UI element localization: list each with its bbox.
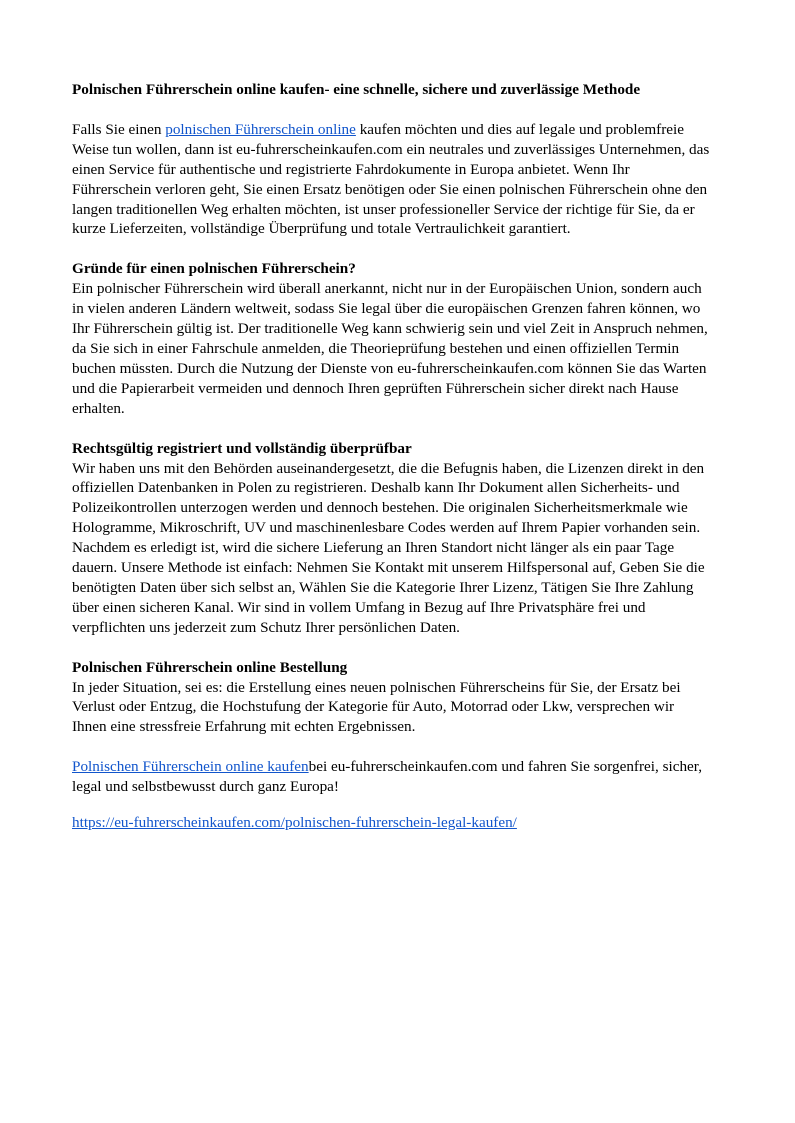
section-reasons <box>72 259 712 418</box>
url-paragraph <box>72 813 712 833</box>
section-body: Wir haben uns mit den Behörden auseinandergesetzt, die die Befugnis haben, die Lizenzen direkt in den offiziellen Datenbanken in Polen zu registrieren. Deshalb kann Ihr Dokument allen Sicherheits- und Polizeikontrollen unterzogen werden und dennoch bestehen. Die originalen Sicherheitsmerkmale wie Hologramme, Mikroschrift, UV und maschinenlesbare Codes werden auf Ihrem Papier vorhanden sein. Nachdem es erledigt ist, wird die sichere Lieferung an Ihren Standort nicht länger als ein paar Tage dauern. Unsere Methode ist einfach: Nehmen Sie Kontakt mit unserem Hilfspersonal auf, Geben Sie die benötigten Daten über sich selbst an, Wählen Sie die Kategorie Ihrer Lizenz, Tätigen Sie Ihre Zahlung über einen sicheren Kanal. Wir sind in vollem Umfang in Bezug auf Ihre Privatsphäre frei und verpflichten uns jederzeit zum Schutz Ihrer persönlichen Daten. <box>72 459 705 636</box>
intro-text-after: kaufen möchten und dies auf legale und problemfreie Weise tun wollen, dann ist eu-fuhrerscheinkaufen.com ein neutrales und zuverlässiges Unternehmen, das einen Service für authentische und registrierte Fahrdokumente in Europa anbietet. Wenn Ihr Führerschein verloren geht, Sie einen Ersatz benötigen oder Sie einen polnischen Führerschein ohne den langen traditionellen Weg erhalten möchten, ist unser professioneller Service der richtige für Sie, da er kurze Lieferzeiten, vollständige Überprüfung und totale Vertraulichkeit garantiert. <box>72 120 710 238</box>
cta-paragraph <box>72 757 712 797</box>
document-page <box>72 80 712 853</box>
section-heading: Gründe für einen polnischen Führerschein? <box>72 260 356 278</box>
intro-paragraph <box>72 120 712 239</box>
section-body: In jeder Situation, sei es: die Erstellung eines neuen polnischen Führerscheins für Sie, der Ersatz bei Verlust oder Entzug, die Hochstufung der Kategorie für Auto, Motorrad oder Lkw, versprechen wir Ihnen eine stressfreie Erfahrung mit echten Ergebnissen. <box>72 678 681 736</box>
source-url-link[interactable]: https://eu-fuhrerscheinkaufen.com/polnischen-fuhrerschein-legal-kaufen/ <box>72 814 517 832</box>
buy-license-link[interactable]: Polnischen Führerschein online kaufen <box>72 758 309 776</box>
cta-text: bei eu-fuhrerscheinkaufen.com und fahren Sie sorgenfrei, sicher, legal und selbstbewusst durch ganz Europa! <box>72 758 703 796</box>
section-registered <box>72 439 712 638</box>
document-title: Polnischen Führerschein online kaufen- eine schnelle, sichere und zuverlässige Methode <box>72 81 641 98</box>
section-heading: Rechtsgültig registriert und vollständig überprüfbar <box>72 439 412 457</box>
section-body: Ein polnischer Führerschein wird überall anerkannt, nicht nur in der Europäischen Union, sondern auch in vielen anderen Ländern weltweit, sodass Sie legal über die europäischen Grenzen fahren können, wo Ihr Führerschein gültig ist. Der traditionelle Weg kann schwierig sein und viel Zeit in Anspruch nehmen, da Sie sich in einer Fahrschule anmelden, die Theorieprüfung bestehen und einen offiziellen Termin buchen müssten. Durch die Nutzung der Dienste von eu-fuhrerscheinkaufen.com können Sie das Warten und die Papierarbeit vermeiden und dennoch Ihren geprüften Führerschein sicher direkt nach Hause erhalten. <box>72 280 708 417</box>
polish-license-link[interactable]: polnischen Führerschein online <box>165 120 356 138</box>
section-heading: Polnischen Führerschein online Bestellung <box>72 658 348 676</box>
section-order <box>72 658 712 738</box>
intro-text-before: Falls Sie einen <box>72 120 166 138</box>
